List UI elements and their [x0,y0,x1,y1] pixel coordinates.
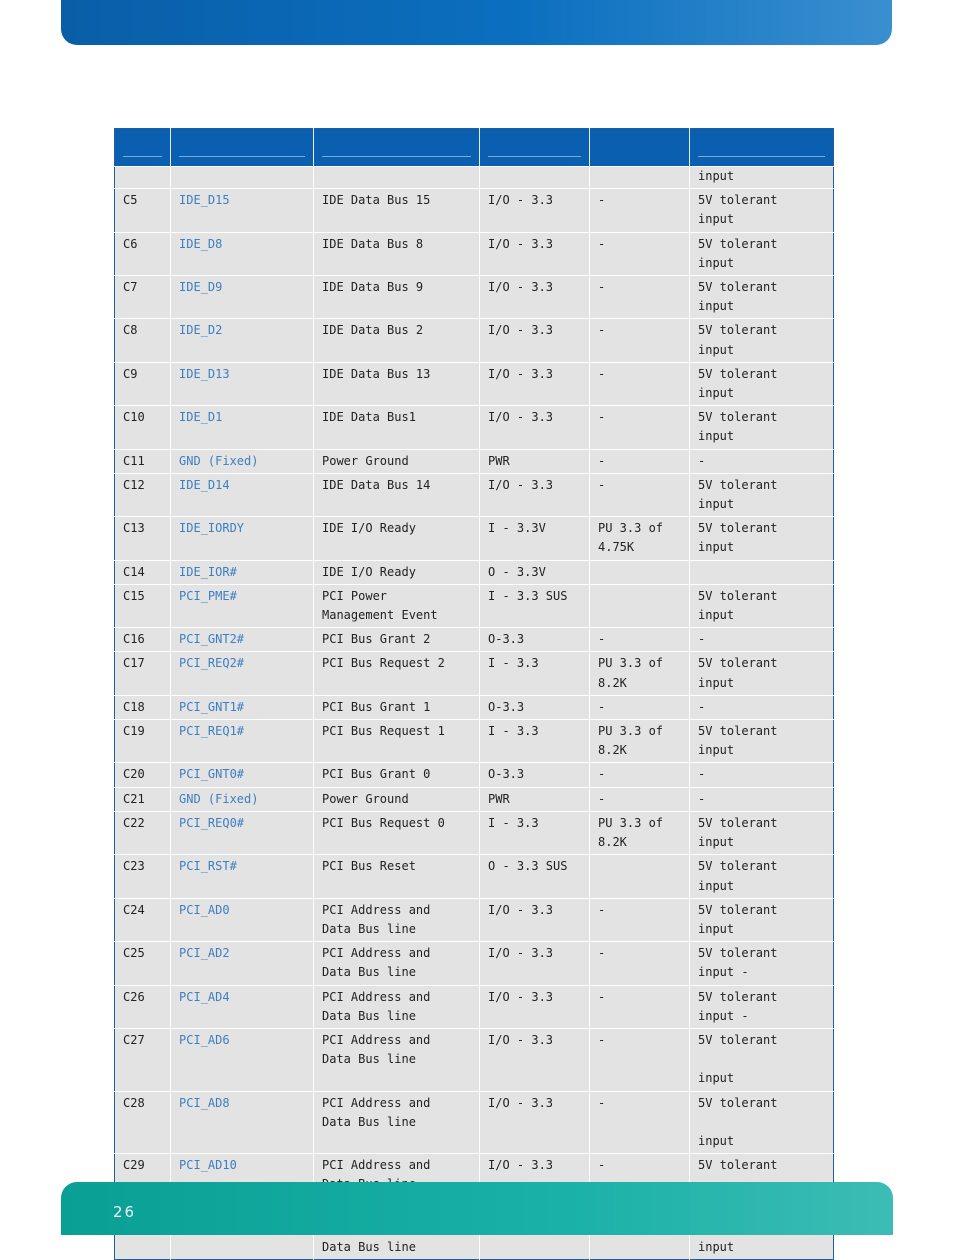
cell-pin: C29 [115,1154,171,1217]
header-cell-comment [690,129,834,167]
cell-signal[interactable]: GND (Fixed) [171,449,314,473]
cell-description: PCI Bus Reset [314,855,480,898]
table-row [115,787,834,811]
cell-signal[interactable]: PCI_RST# [171,855,314,898]
cell-type: I/O - 3.3 [480,942,590,985]
header-cell-signal [171,129,314,167]
cell-pin: C18 [115,695,171,719]
cell-pin: C10 [115,406,171,449]
cell-type: I/O - 3.3 [480,189,590,232]
table-row [115,1091,834,1154]
cell-termination: - [590,1091,690,1154]
cell-comment: 5V tolerant input [690,811,834,854]
table-row [115,652,834,695]
table-row [115,1028,834,1091]
cell-comment: - [690,449,834,473]
cell-comment: 5V tolerant input [690,232,834,275]
cell-comment: input [690,1216,834,1259]
cell-pin: C5 [115,189,171,232]
cell-description: IDE Data Bus1 [314,406,480,449]
cell-signal[interactable]: IDE_IOR# [171,560,314,584]
cell-description: PCI Bus Grant 2 [314,628,480,652]
cell-description: PCI Address and Data Bus line [314,898,480,941]
cell-termination: - [590,763,690,787]
cell-comment: input [690,167,834,189]
cell-pin: C13 [115,517,171,560]
cell-termination: - [590,362,690,405]
cell-description: PCI Address and Data Bus line [314,1028,480,1091]
cell-termination: - [590,406,690,449]
cell-pin: C22 [115,811,171,854]
cell-type: I/O - 3.3 [480,362,590,405]
cell-signal[interactable]: PCI_GNT0# [171,763,314,787]
cell-pin: C25 [115,942,171,985]
cell-type: I/O - 3.3 [480,898,590,941]
table-row [115,473,834,516]
cell-type: PWR [480,449,590,473]
header-cell-type [480,129,590,167]
cell-description: PCI Power Management Event [314,584,480,627]
cell-description: PCI Bus Request 0 [314,811,480,854]
pinout-table [114,128,834,1260]
table-body [115,167,834,1260]
cell-description: IDE I/O Ready [314,517,480,560]
table-row [115,898,834,941]
table-row [115,189,834,232]
cell-pin: C20 [115,763,171,787]
cell-termination: - [590,695,690,719]
cell-pin: C9 [115,362,171,405]
cell-signal[interactable]: PCI_REQ0# [171,811,314,854]
cell-termination: - [590,628,690,652]
cell-signal[interactable]: PCI_AD6 [171,1028,314,1091]
cell-termination: - [590,319,690,362]
cell-comment: 5V tolerant input - [690,942,834,985]
cell-termination: - [590,1028,690,1091]
cell-signal[interactable]: IDE_D14 [171,473,314,516]
cell-signal[interactable]: PCI_AD0 [171,898,314,941]
cell-signal[interactable]: PCI_PME# [171,584,314,627]
cell-comment [690,560,834,584]
cell-termination: PU 3.3 of 8.2K [590,811,690,854]
cell-type: I/O - 3.3 [480,473,590,516]
cell-signal[interactable]: PCI_AD4 [171,985,314,1028]
cell-type: I/O - 3.3 [480,1091,590,1154]
header-cell-description [314,129,480,167]
table-row [115,985,834,1028]
cell-type: O-3.3 [480,763,590,787]
cell-signal [171,167,314,189]
cell-signal[interactable]: IDE_D2 [171,319,314,362]
cell-comment: 5V tolerant input [690,1091,834,1154]
cell-description: Power Ground [314,787,480,811]
cell-description: PCI Bus Grant 0 [314,763,480,787]
header-banner [61,0,892,45]
cell-signal[interactable]: PCI_AD8 [171,1091,314,1154]
cell-description: PCI Bus Request 2 [314,652,480,695]
cell-signal[interactable]: PCI_GNT2# [171,628,314,652]
cell-pin: C24 [115,898,171,941]
cell-signal[interactable]: PCI_AD10 [171,1154,314,1217]
cell-comment: 5V tolerant [690,1154,834,1217]
table-row [115,695,834,719]
cell-signal[interactable]: IDE_D9 [171,276,314,319]
cell-description: IDE Data Bus 13 [314,362,480,405]
cell-pin: C28 [115,1091,171,1154]
cell-comment: 5V tolerant input - [690,985,834,1028]
cell-signal[interactable]: PCI_GNT1# [171,695,314,719]
cell-description: PCI Address and Data Bus line [314,942,480,985]
cell-termination: PU 3.3 of 8.2K [590,652,690,695]
cell-pin: C8 [115,319,171,362]
cell-type: I/O - 3.3 [480,319,590,362]
cell-type: I/O - 3.3 [480,406,590,449]
cell-type: I/O - 3.3 [480,1154,590,1217]
cell-pin: C23 [115,855,171,898]
cell-pin: C27 [115,1028,171,1091]
footer-banner [61,1182,893,1235]
cell-type: I - 3.3 [480,720,590,763]
cell-termination: - [590,942,690,985]
cell-termination: - [590,232,690,275]
table-row [115,517,834,560]
cell-termination [590,560,690,584]
cell-type: I - 3.3 [480,652,590,695]
cell-signal[interactable]: IDE_D15 [171,189,314,232]
cell-type: I - 3.3V [480,517,590,560]
cell-comment: - [690,628,834,652]
cell-signal[interactable]: PCI_AD2 [171,942,314,985]
cell-description: Power Ground [314,449,480,473]
cell-type: PWR [480,787,590,811]
table-row [115,276,834,319]
cell-type: I/O - 3.3 [480,232,590,275]
cell-comment: 5V tolerant input [690,406,834,449]
cell-type: I/O - 3.3 [480,985,590,1028]
cell-signal[interactable]: IDE_D8 [171,232,314,275]
cell-pin: C12 [115,473,171,516]
cell-comment: 5V tolerant input [690,652,834,695]
table-row [115,628,834,652]
cell-description: IDE Data Bus 9 [314,276,480,319]
cell-comment: 5V tolerant input [690,362,834,405]
cell-termination: - [590,473,690,516]
cell-termination: - [590,898,690,941]
cell-comment: 5V tolerant input [690,584,834,627]
cell-signal[interactable]: IDE_D1 [171,406,314,449]
table-row [115,560,834,584]
cell-termination: PU 3.3 of 4.75K [590,517,690,560]
cell-description [314,167,480,189]
cell-type: I - 3.3 SUS [480,584,590,627]
cell-pin: C21 [115,787,171,811]
table-row [115,319,834,362]
cell-type: O-3.3 [480,695,590,719]
cell-termination: PU 3.3 of 8.2K [590,720,690,763]
cell-comment: - [690,763,834,787]
cell-signal[interactable]: PCI_REQ2# [171,652,314,695]
cell-type: I/O - 3.3 [480,1028,590,1091]
cell-description: IDE Data Bus 14 [314,473,480,516]
cell-pin: C16 [115,628,171,652]
cell-type [480,167,590,189]
cell-description: PCI Bus Request 1 [314,720,480,763]
table-row [115,942,834,985]
cell-termination [590,855,690,898]
cell-pin: C19 [115,720,171,763]
cell-comment: 5V tolerant input [690,189,834,232]
cell-description: IDE I/O Ready [314,560,480,584]
cell-comment: 5V tolerant input [690,720,834,763]
cell-description: IDE Data Bus 15 [314,189,480,232]
table-row [115,584,834,627]
table-header [115,129,834,167]
table-row [115,232,834,275]
table-row [115,855,834,898]
table-row [115,811,834,854]
cell-signal[interactable]: GND (Fixed) [171,787,314,811]
cell-termination [590,584,690,627]
table-row-continued [115,167,834,189]
cell-type: I - 3.3 [480,811,590,854]
cell-pin: C17 [115,652,171,695]
cell-pin: C14 [115,560,171,584]
header-cell-termination [590,129,690,167]
cell-comment: 5V tolerant input [690,898,834,941]
cell-termination [590,167,690,189]
cell-termination: - [590,449,690,473]
page-number: 26 [113,1203,137,1221]
cell-pin: C11 [115,449,171,473]
cell-termination: - [590,189,690,232]
cell-description: PCI Address and Data Bus line [314,985,480,1028]
cell-type: O - 3.3V [480,560,590,584]
header-cell-pin [115,129,171,167]
cell-termination: - [590,276,690,319]
cell-type: O - 3.3 SUS [480,855,590,898]
table-row [115,362,834,405]
cell-description: PCI Address and Data Bus line [314,1091,480,1154]
cell-signal[interactable]: IDE_D13 [171,362,314,405]
cell-signal[interactable]: PCI_REQ1# [171,720,314,763]
cell-comment: - [690,787,834,811]
cell-description: Data Bus line [314,1216,480,1259]
cell-termination: - [590,1154,690,1217]
table-row [115,406,834,449]
cell-pin: C26 [115,985,171,1028]
table-row [115,720,834,763]
cell-type: I/O - 3.3 [480,276,590,319]
cell-comment: 5V tolerant input [690,855,834,898]
cell-pin: C7 [115,276,171,319]
cell-comment: 5V tolerant input [690,276,834,319]
cell-description: IDE Data Bus 2 [314,319,480,362]
cell-pin: C15 [115,584,171,627]
cell-termination: - [590,787,690,811]
cell-signal[interactable]: IDE_IORDY [171,517,314,560]
cell-comment: 5V tolerant input [690,473,834,516]
cell-comment: 5V tolerant input [690,1028,834,1091]
table-row [115,449,834,473]
cell-comment: 5V tolerant input [690,517,834,560]
cell-type: O-3.3 [480,628,590,652]
cell-description: PCI Bus Grant 1 [314,695,480,719]
cell-pin: C6 [115,232,171,275]
cell-comment: - [690,695,834,719]
cell-description: PCI Address and [314,1154,480,1217]
cell-description: IDE Data Bus 8 [314,232,480,275]
table-row [115,763,834,787]
cell-comment: 5V tolerant input [690,319,834,362]
cell-pin [115,167,171,189]
cell-termination: - [590,985,690,1028]
